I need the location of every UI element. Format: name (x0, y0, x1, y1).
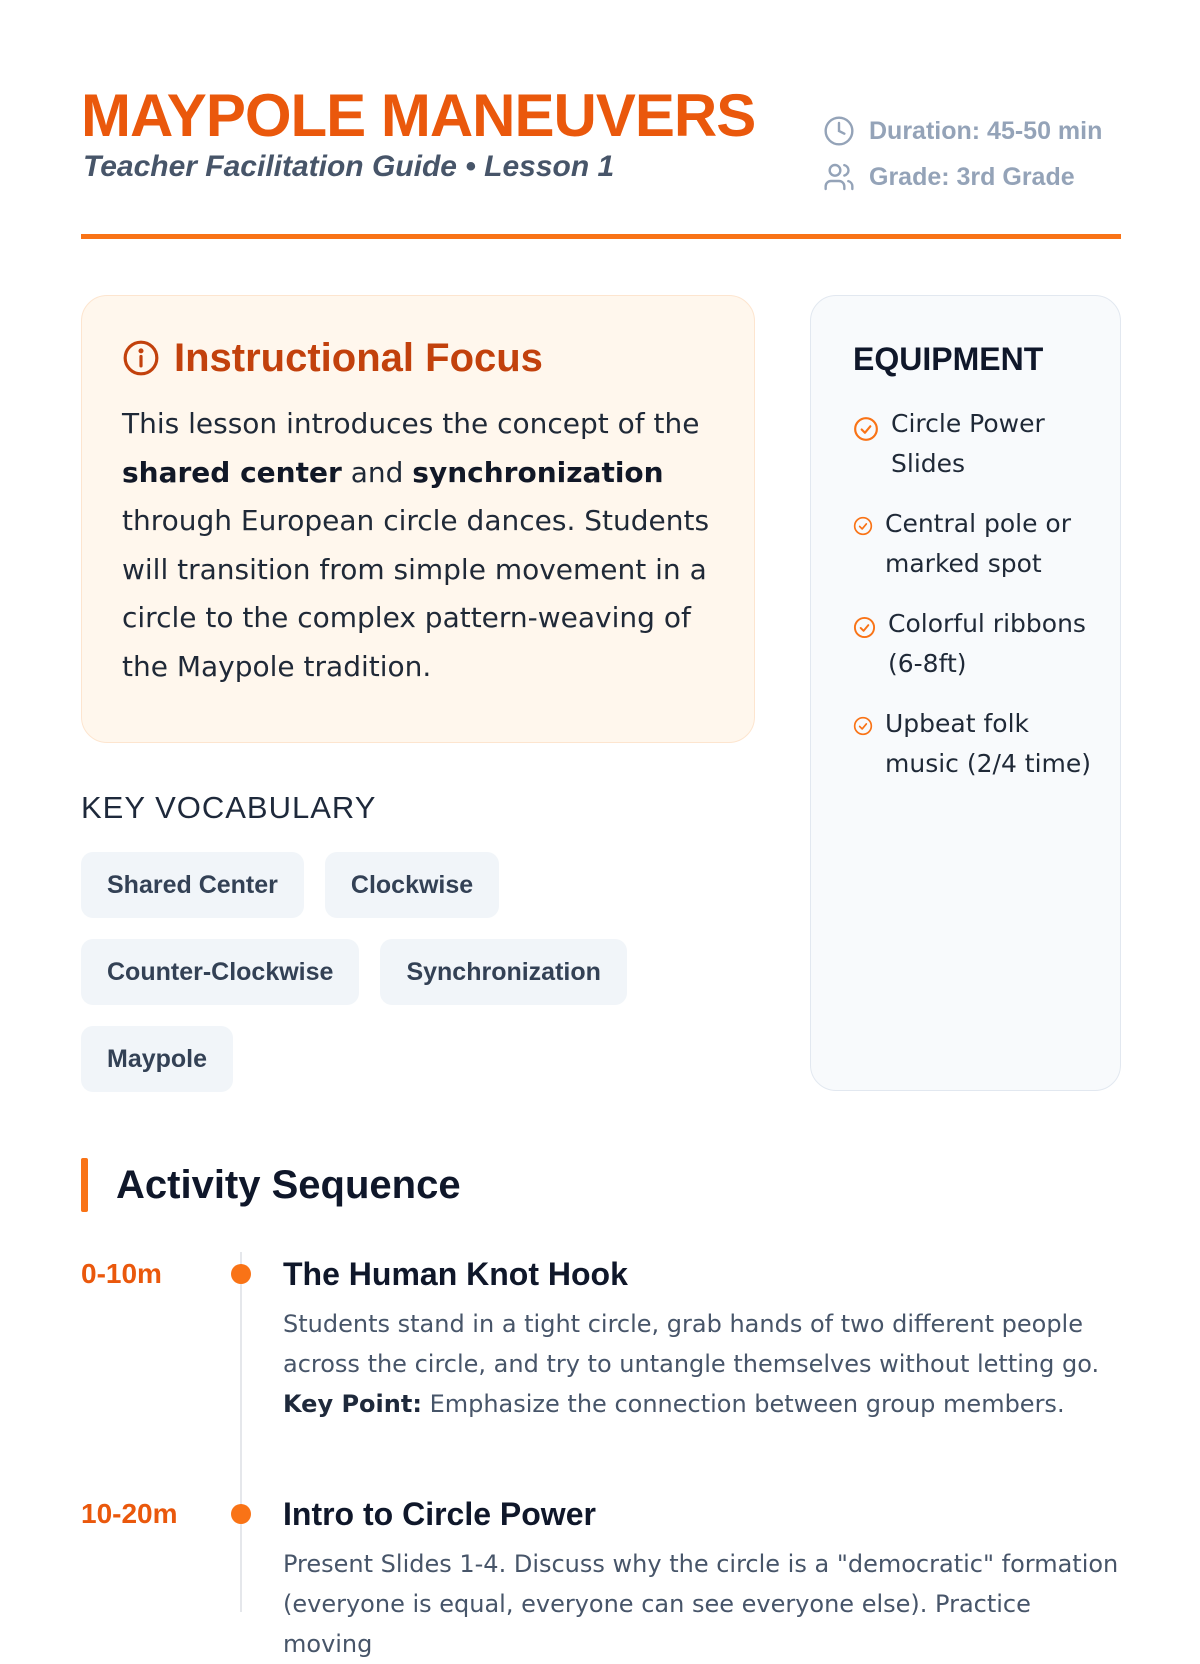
key-point-label: Key Point: (283, 1390, 422, 1418)
vocab-chip: Clockwise (325, 852, 499, 918)
timeline-dot (231, 1264, 251, 1284)
grade-text: Grade: 3rd Grade (869, 162, 1075, 191)
equipment-item (853, 404, 1098, 484)
equipment-label: Upbeat folk music (2/4 time) (885, 709, 1092, 778)
timeline-line (240, 1252, 242, 1612)
focus-body (122, 400, 722, 691)
page-title: MAYPOLE MANEUVERS (81, 82, 756, 149)
vocab-chip: Counter-Clockwise (81, 939, 359, 1005)
equipment-item (853, 604, 1098, 684)
timeline-dot (231, 1504, 251, 1524)
lesson-meta (823, 108, 1121, 200)
step-description (283, 1544, 1121, 1664)
page-subtitle: Teacher Facilitation Guide • Lesson 1 (83, 150, 615, 183)
step-description-text: Students stand in a tight circle, grab hands of two different people across the circle, and try to untangle themselves without letting go. (283, 1310, 1100, 1378)
section-accent-bar (81, 1158, 88, 1212)
check-circle-icon (853, 616, 876, 639)
focus-bold-1: shared center (122, 455, 342, 489)
header-divider (81, 234, 1121, 239)
page-header (81, 84, 1121, 244)
focus-bold-2: synchronization (412, 455, 664, 489)
focus-text-3: through European circle dances. Students will transition from simple movement in a circle to the complex pattern-weaving of the Maypole tradition. (122, 504, 710, 683)
activity-header (81, 1158, 461, 1212)
users-icon (823, 161, 855, 193)
clock-icon (823, 115, 855, 147)
check-circle-icon (853, 516, 873, 536)
step-title: Intro to Circle Power (283, 1496, 596, 1532)
vocab-chip: Synchronization (380, 939, 626, 1005)
check-circle-icon (853, 416, 879, 442)
duration-row (823, 108, 1121, 154)
equipment-card (810, 295, 1121, 1091)
key-point-text: Emphasize the connection between group members. (429, 1390, 1065, 1418)
step-time: 0-10m (81, 1258, 162, 1289)
focus-text-1: This lesson introduces the concept of the (122, 407, 700, 440)
vocabulary-list (81, 852, 741, 1092)
vocab-chip: Maypole (81, 1026, 233, 1092)
equipment-item (853, 504, 1098, 584)
instructional-focus-card (81, 295, 755, 743)
step-description-text: Present Slides 1-4. Discuss why the circle is a "democratic" formation (everyone is equal, everyone can see everyone else). Practice moving (283, 1550, 1119, 1658)
vocabulary-title: KEY VOCABULARY (81, 790, 377, 825)
check-circle-icon (853, 716, 873, 736)
focus-header (122, 335, 714, 380)
equipment-label: Circle Power Slides (891, 409, 1045, 478)
step-description (283, 1304, 1121, 1424)
equipment-item (853, 704, 1098, 784)
focus-title: Instructional Focus (174, 335, 543, 380)
focus-text-2: and (350, 455, 404, 489)
equipment-label: Central pole or marked spot (885, 509, 1071, 578)
step-title: The Human Knot Hook (283, 1256, 628, 1292)
step-time: 10-20m (81, 1498, 178, 1529)
info-icon (122, 339, 160, 377)
equipment-label: Colorful ribbons (6-8ft) (888, 609, 1086, 678)
activity-title: Activity Sequence (116, 1162, 461, 1207)
duration-text: Duration: 45-50 min (869, 116, 1103, 145)
vocab-chip: Shared Center (81, 852, 304, 918)
grade-row (823, 154, 1121, 200)
equipment-title: EQUIPMENT (853, 341, 1044, 377)
